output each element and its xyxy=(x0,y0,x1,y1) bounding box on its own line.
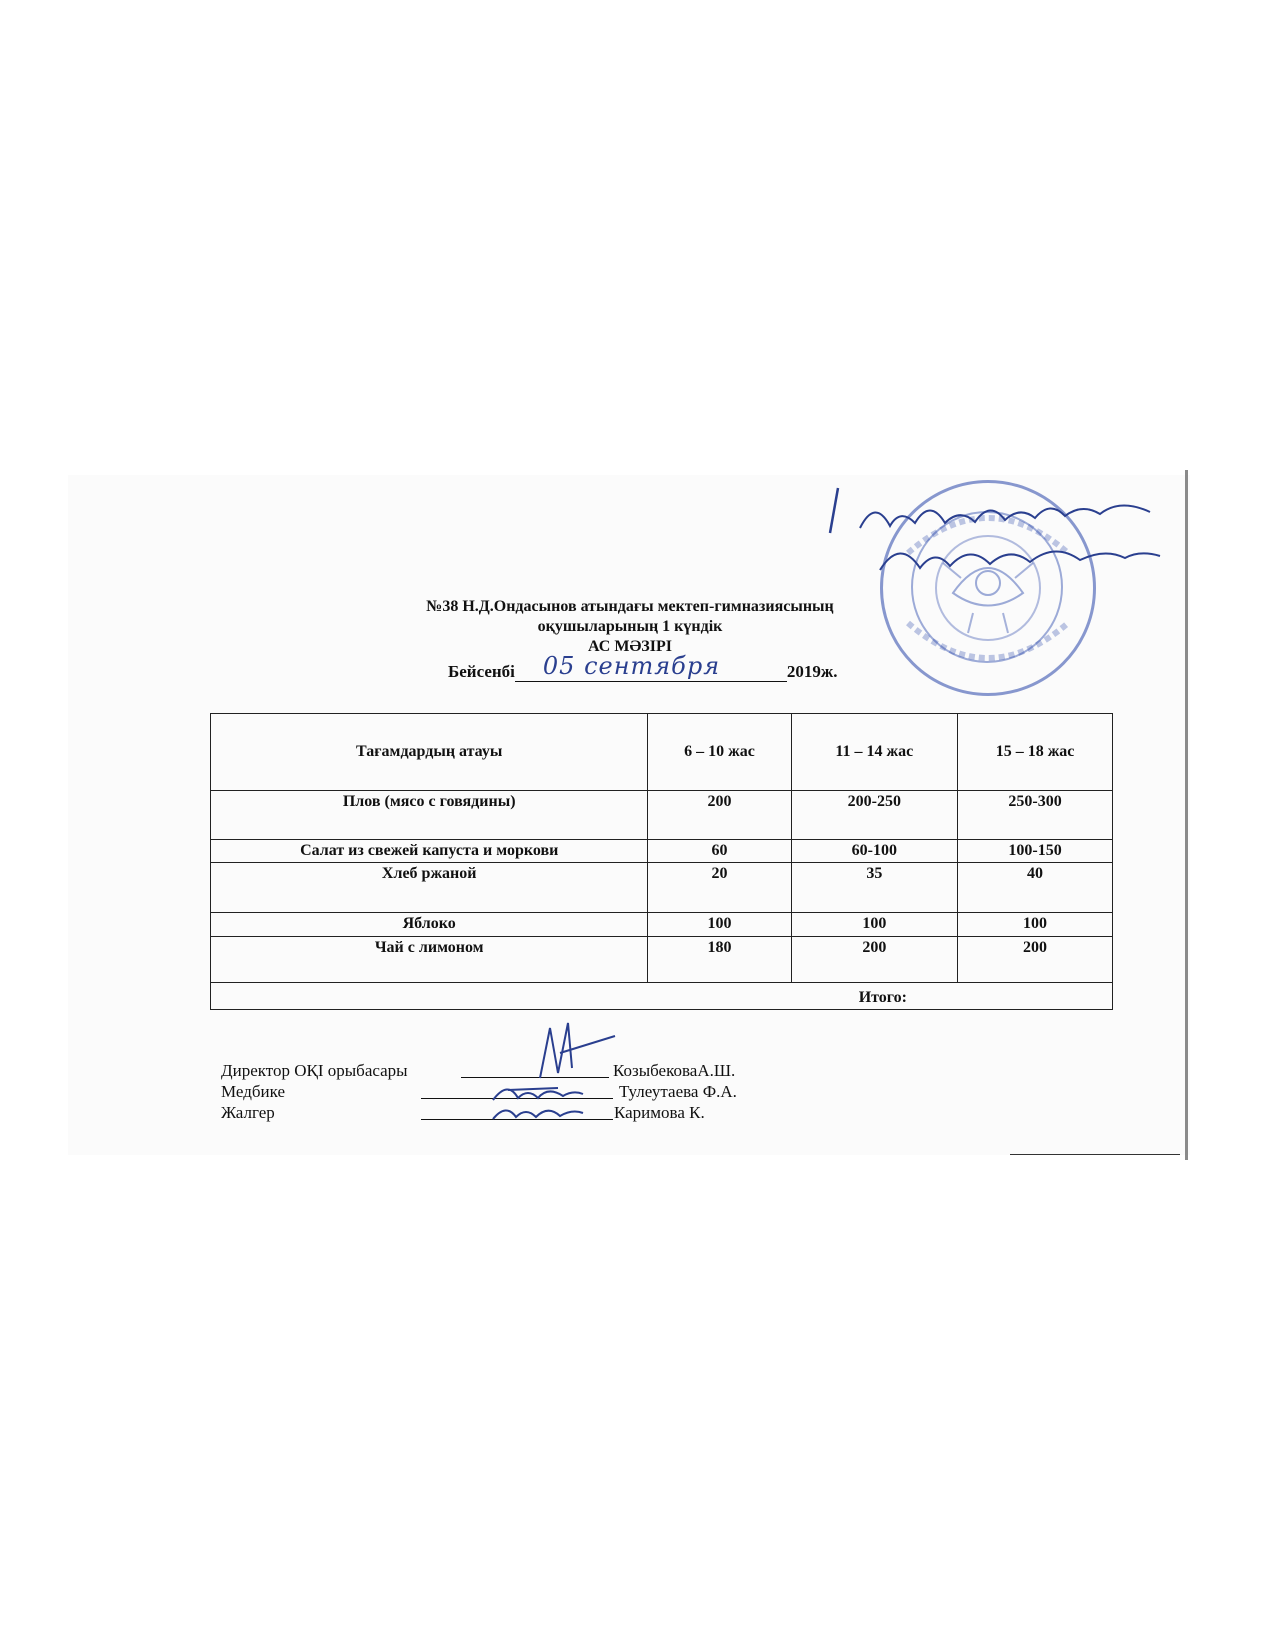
portion-15-18: 100 xyxy=(958,913,1113,937)
table-row xyxy=(211,840,1113,863)
scan-edge xyxy=(1185,470,1188,1160)
dish-name: Яблоко xyxy=(211,913,648,937)
total-label: Итого: xyxy=(211,983,1113,1010)
signer-name: Каримова К. xyxy=(614,1103,705,1122)
header-dish-name: Тағамдардың атауы xyxy=(211,714,648,791)
header-age-6-10: 6 – 10 жас xyxy=(648,714,791,791)
portion-15-18: 250-300 xyxy=(958,791,1113,840)
portion-6-10: 200 xyxy=(648,791,791,840)
portion-11-14: 60-100 xyxy=(791,840,957,863)
year-suffix: 2019ж. xyxy=(786,662,838,681)
portion-6-10: 180 xyxy=(648,937,791,983)
dish-name: Салат из свежей капуста и моркови xyxy=(211,840,648,863)
portion-11-14: 35 xyxy=(791,863,957,913)
date-line xyxy=(448,652,838,682)
portion-11-14: 200 xyxy=(791,937,957,983)
dish-name: Плов (мясо с говядины) xyxy=(211,791,648,840)
signer-role: Медбике xyxy=(221,1082,285,1101)
portion-6-10: 20 xyxy=(648,863,791,913)
approval-handwriting xyxy=(820,478,1180,588)
table-header-row xyxy=(211,714,1113,791)
signer-role: Директор ОҚІ орыбасары xyxy=(221,1061,408,1080)
signer-name: КозыбековаА.Ш. xyxy=(613,1061,736,1080)
portion-15-18: 100-150 xyxy=(958,840,1113,863)
portion-15-18: 200 xyxy=(958,937,1113,983)
handwritten-date: 05 сентября xyxy=(542,652,721,680)
portion-6-10: 100 xyxy=(648,913,791,937)
signer-role: Жалгер xyxy=(221,1103,275,1122)
date-blank xyxy=(515,652,787,682)
signer-name: Тулеутаева Ф.А. xyxy=(619,1082,737,1101)
header-age-15-18: 15 – 18 жас xyxy=(958,714,1113,791)
table-row xyxy=(211,913,1113,937)
day-label: Бейсенбі xyxy=(448,662,515,681)
portion-15-18: 40 xyxy=(958,863,1113,913)
total-row xyxy=(211,983,1113,1010)
table-row xyxy=(211,791,1113,840)
dish-name: Чай с лимоном xyxy=(211,937,648,983)
menu-title-line3: АС МӘЗІРІ xyxy=(588,638,672,655)
dish-name: Хлеб ржаной xyxy=(211,863,648,913)
signature-supplier xyxy=(488,1101,588,1127)
portion-6-10: 60 xyxy=(648,840,791,863)
table-row xyxy=(211,863,1113,913)
portion-11-14: 200-250 xyxy=(791,791,957,840)
menu-title-line2: оқушыларының 1 күндік xyxy=(537,618,723,635)
bottom-rule xyxy=(1010,1154,1180,1155)
table-row xyxy=(211,937,1113,983)
portion-11-14: 100 xyxy=(791,913,957,937)
menu-title-line1: №38 Н.Д.Ондасынов атындағы мектеп-гимназиясының xyxy=(426,598,834,615)
header-age-11-14: 11 – 14 жас xyxy=(791,714,957,791)
menu-table xyxy=(210,713,1113,1010)
signature-director-deputy xyxy=(520,1018,630,1080)
